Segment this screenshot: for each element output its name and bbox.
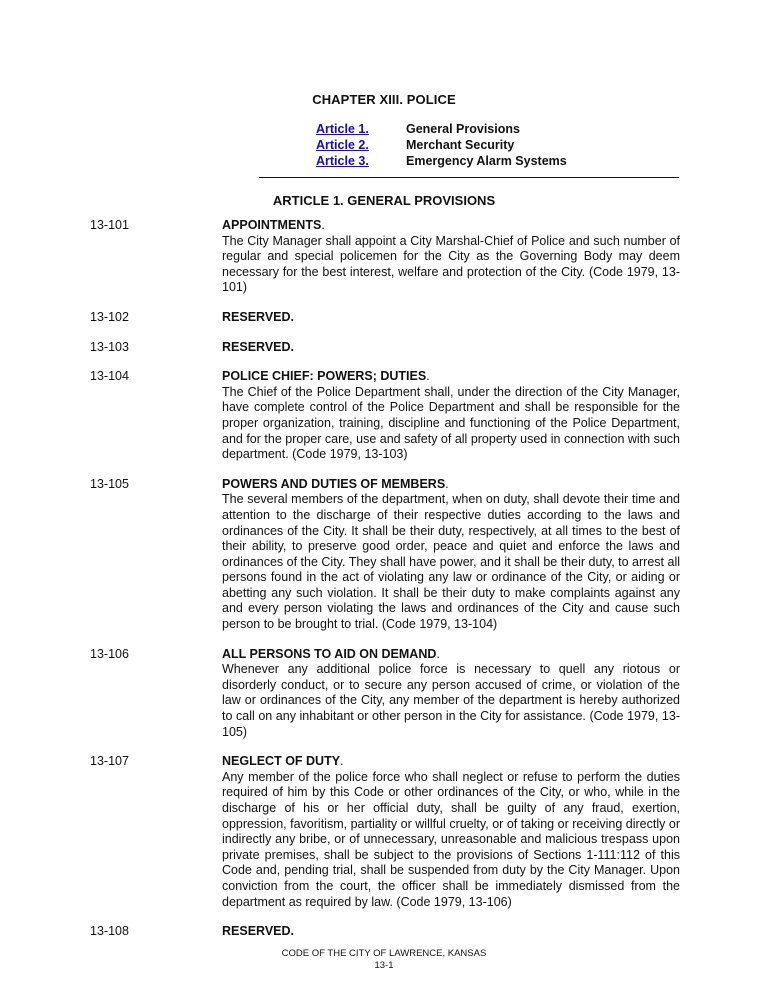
divider	[259, 177, 679, 178]
section-body	[222, 369, 680, 463]
toc-name: General Provisions	[406, 122, 520, 136]
table-of-contents	[316, 121, 567, 169]
toc-link-article-2[interactable]: Article 2.	[316, 138, 369, 152]
toc-row	[316, 137, 567, 153]
section-13-101	[90, 218, 680, 296]
section-number: 13-102	[90, 309, 129, 324]
section-13-107	[90, 754, 680, 910]
section-number: 13-108	[90, 924, 129, 939]
section-title: NEGLECT OF DUTY	[222, 754, 341, 769]
section-text: The City Manager shall appoint a City Marshal-Chief of Police and such number of regular and special policemen for the City as the Governing Body may deem necessary for the best interest, welfare and protection of the City. (Code 1979, 13-101)	[222, 233, 680, 295]
section-heading	[222, 369, 680, 385]
section-body	[222, 754, 680, 910]
section-title: APPOINTMENTS	[222, 218, 322, 232]
section-text: The Chief of the Police Department shall, under the direction of the City Manager, have complete control of the Police Department and shall be responsible for the proper organization, training, discipline and functioning of the Police Department, and for the proper care, use and safety of all property used in connection with such department. (Code 1979, 13-103)	[222, 384, 680, 462]
section-body	[222, 924, 680, 940]
section-13-106	[90, 647, 680, 741]
toc-name: Emergency Alarm Systems	[406, 154, 567, 168]
section-body	[222, 340, 680, 356]
section-heading	[222, 754, 680, 770]
section-number: 13-106	[90, 646, 129, 661]
toc-row	[316, 121, 567, 137]
section-title: RESERVED.	[222, 339, 295, 354]
chapter-title: CHAPTER XIII. POLICE	[312, 92, 456, 107]
toc-link-article-1[interactable]: Article 1.	[316, 122, 369, 136]
page-footer	[0, 948, 768, 972]
section-title: RESERVED.	[222, 309, 295, 324]
section-number: 13-104	[90, 369, 129, 384]
section-heading	[222, 310, 680, 326]
section-title-suffix: .	[426, 369, 430, 384]
section-body	[222, 310, 680, 326]
section-number: 13-105	[90, 476, 129, 491]
section-number: 13-101	[90, 218, 129, 232]
section-13-105	[90, 477, 680, 633]
section-body	[222, 218, 680, 296]
section-title-suffix: .	[445, 476, 449, 491]
section-heading	[222, 477, 680, 493]
section-heading	[222, 924, 680, 940]
section-body	[222, 647, 680, 741]
section-number: 13-103	[90, 339, 129, 354]
article-heading: ARTICLE 1. GENERAL PROVISIONS	[272, 193, 496, 208]
section-13-103	[90, 340, 680, 356]
section-heading	[222, 340, 680, 356]
page-number: 13-1	[374, 960, 394, 971]
section-heading	[222, 647, 680, 663]
section-text: Any member of the police force who shall neglect or refuse to perform the duties required of him by this Code or other ordinances of the City, or who, while in the discharge of his or her official duty, shall be guilty of any fraud, exertion, oppression, favoritism, partiality or willful cruelty, or of taking or receiving directly or indirectly any bribe, or of unnecessary, unreasonable and malicious trespass upon private premises, shall be subject to the provisions of Sections 1-111:112 of this Code and, pending trial, shall be suspended from duty by the City Manager. Upon conviction from the court, the officer shall be immediately dismissed from the department as required by law. (Code 1979, 13-106)	[222, 769, 680, 909]
section-title-suffix: .	[321, 218, 325, 232]
section-text: Whenever any additional police force is necessary to quell any riotous or disorderly conduct, or to secure any person accused of crime, or violation of the law or ordinances of the City, any member of the department is hereby authorized to call on any inhabitant or other person in the City for assistance. (Code 1979, 13-105)	[222, 662, 680, 739]
toc-row	[316, 153, 567, 169]
section-heading	[222, 218, 680, 234]
section-title: RESERVED.	[222, 924, 295, 939]
toc-name: Merchant Security	[406, 138, 515, 152]
footer-code-title: CODE OF THE CITY OF LAWRENCE, KANSAS	[281, 948, 487, 959]
section-number: 13-107	[90, 754, 129, 769]
section-title-suffix: .	[436, 646, 440, 661]
section-title: ALL PERSONS TO AID ON DEMAND	[222, 646, 437, 661]
section-title: POLICE CHIEF: POWERS; DUTIES	[222, 369, 427, 384]
section-title: POWERS AND DUTIES OF MEMBERS	[222, 476, 446, 491]
sections-list	[90, 218, 680, 954]
section-13-108	[90, 924, 680, 940]
section-text: The several members of the department, when on duty, shall devote their time and attention to the discharge of their respective duties according to the laws and ordinances of the City. It shall be their duty, respectively, at all times to the best of their ability, to preserve good order, peace and quiet and enforce the laws and ordinances of the City. They shall have power, and it shall be their duty, to arrest all persons found in the act of violating any law or ordinance of the City, or aiding or abetting any such violation. It shall be their duty to make complaints against any and every person violating the laws and ordinances of the City and cause such person to be brought to trial. (Code 1979, 13-104)	[222, 492, 680, 632]
section-title-suffix: .	[340, 754, 344, 769]
section-13-102	[90, 310, 680, 326]
section-13-104	[90, 369, 680, 463]
section-body	[222, 477, 680, 633]
toc-link-article-3[interactable]: Article 3.	[316, 154, 369, 168]
